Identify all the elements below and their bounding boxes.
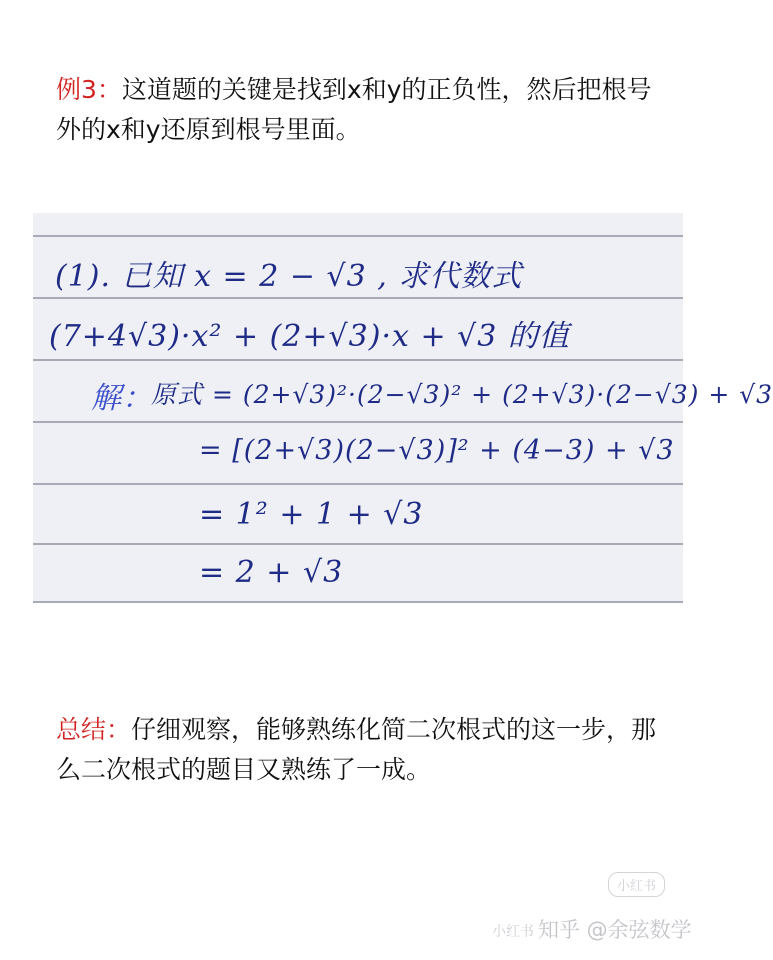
problem-line-2: (7+4√3)·x² + (2+√3)·x + √3 的值 xyxy=(49,319,570,354)
solution-line-1: 原式 = (2+√3)²·(2−√3)² + (2+√3)·(2−√3) + √3 xyxy=(151,380,773,409)
notebook-rule xyxy=(33,297,683,299)
example-text: 这道题的关键是找到x和y的正负性，然后把根号外的x和y还原到根号里面。 xyxy=(56,75,652,144)
notebook-rule xyxy=(33,359,683,361)
solution-label: 解： xyxy=(91,381,153,416)
solution-line-3: = 1² + 1 + √3 xyxy=(199,497,424,532)
summary-text: 仔细观察，能够熟练化简二次根式的这一步，那么二次根式的题目又熟练了一成。 xyxy=(56,715,657,784)
example-paragraph xyxy=(56,70,666,150)
summary-label: 总结： xyxy=(56,715,132,744)
notebook-rule xyxy=(33,483,683,485)
solution-line-4: = 2 + √3 xyxy=(199,555,344,590)
problem-line-1: (1). 已知 x = 2 − √3 , 求代数式 xyxy=(55,259,523,294)
solution-line-2: = [(2+√3)(2−√3)]² + (4−3) + √3 xyxy=(199,435,675,466)
notebook-rule xyxy=(33,421,683,423)
example-label: 例3： xyxy=(56,75,122,104)
handwritten-notebook-photo xyxy=(33,213,773,603)
notebook-rule xyxy=(33,543,683,545)
summary-paragraph xyxy=(56,710,666,790)
watermark-zhihu: 知乎 @余弦数学 xyxy=(538,918,692,942)
notebook-rule xyxy=(33,235,683,237)
watermark-badge: 小红书 xyxy=(608,872,665,897)
notebook-rule xyxy=(33,601,683,603)
watermark-xiaohongshu: 小红书 xyxy=(492,924,534,940)
